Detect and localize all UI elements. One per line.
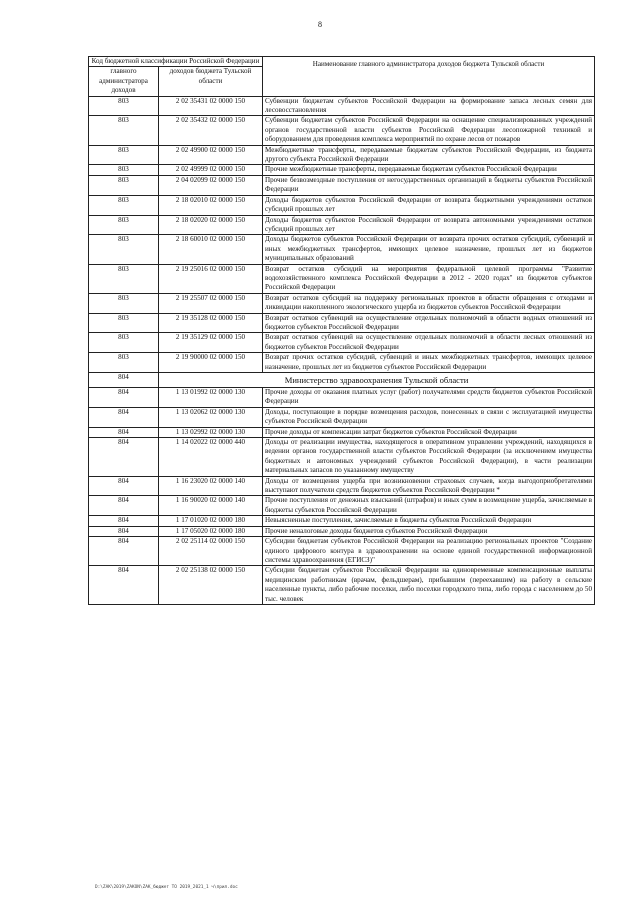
- table-row: [89, 353, 595, 373]
- description-cell: Возврат остатков субвенций на осуществление отдельных полномочий в области водных отношений из бюджетов субъектов Российской Федерации: [263, 313, 595, 333]
- name-header: Наименование главного администратора доходов бюджета Тульской области: [263, 57, 595, 97]
- admin-code-cell: 803: [89, 175, 159, 195]
- revenue-code-cell: 1 17 01020 02 0000 180: [159, 516, 263, 526]
- table-row: [89, 195, 595, 215]
- description-cell: Межбюджетные трансферты, передаваемые бюджетам субъектов Российской Федерации, из бюджета другого субъекта Российской Федерации: [263, 145, 595, 165]
- header-row: [89, 57, 595, 67]
- description-cell: Невыясненные поступления, зачисляемые в бюджеты субъектов Российской Федерации: [263, 516, 595, 526]
- description-cell: Субвенции бюджетам субъектов Российской Федерации на формирование запаса лесных семян для лесовосстановления: [263, 96, 595, 116]
- section-row: [89, 373, 595, 388]
- admin-code-cell: 804: [89, 526, 159, 536]
- description-cell: Доходы бюджетов субъектов Российской Федерации от возврата автономными учреждениями остатков субсидий прошлых лет: [263, 215, 595, 235]
- table-row: [89, 333, 595, 353]
- admin-header: главного администратора доходов: [89, 67, 159, 96]
- admin-code-cell: 803: [89, 145, 159, 165]
- description-cell: Доходы от возмещения ущерба при возникновении страховых случаев, когда выгодоприобретателями выступают получатели средств бюджетов субъектов Российской Федерации *: [263, 476, 595, 496]
- revenue-code-cell: 2 02 35431 02 0000 150: [159, 96, 263, 116]
- admin-code-cell: 803: [89, 235, 159, 264]
- table-row: [89, 264, 595, 293]
- table-row: [89, 96, 595, 116]
- admin-code-cell: 804: [89, 407, 159, 427]
- description-cell: Прочие безвозмездные поступления от негосударственных организаций в бюджеты субъектов Российской Федерации: [263, 175, 595, 195]
- table-row: [89, 116, 595, 145]
- admin-code-cell: 803: [89, 353, 159, 373]
- admin-code-cell: 803: [89, 195, 159, 215]
- table-row: [89, 537, 595, 566]
- table-row: [89, 215, 595, 235]
- table-row: [89, 235, 595, 264]
- table-row: [89, 526, 595, 536]
- description-cell: Прочие доходы от оказания платных услуг (работ) получателями средств бюджетов субъектов Российской Федерации: [263, 388, 595, 408]
- kbk-header: Код бюджетной классификации Российской Федерации: [89, 57, 263, 67]
- page-number: 8: [318, 20, 322, 29]
- admin-code-cell: 803: [89, 313, 159, 333]
- table-row: [89, 388, 595, 408]
- admin-code-cell: 803: [89, 293, 159, 313]
- revenue-code-cell: 2 02 35432 02 0000 150: [159, 116, 263, 145]
- table-row: [89, 566, 595, 605]
- section-admin-code: 804: [89, 373, 159, 388]
- admin-code-cell: 804: [89, 438, 159, 477]
- description-cell: Доходы от реализации имущества, находящегося в оперативном управлении учреждений, находящихся в ведении органов государственной власти субъектов Российской Федерации (за исключением имущества бюджетных и автономных учреждений субъектов Российской Федерации), в части реализации материальных запасов по указанному имуществу: [263, 438, 595, 477]
- table-row: [89, 175, 595, 195]
- description-cell: Возврат остатков субсидий на мероприятия федеральной целевой программы "Развитие водохозяйственного комплекса Российской Федерации в 2012 - 2020 годах" из бюджетов субъектов Российской Федерации: [263, 264, 595, 293]
- section-804: [89, 373, 595, 388]
- description-cell: Субсидии бюджетам субъектов Российской Федерации на реализацию региональных проектов "Создание единого цифрового контура в здравоохранении на основе единой государственной информационной системы здравоохранения (ЕГИСЗ)": [263, 537, 595, 566]
- revenue-table: [88, 56, 595, 605]
- description-cell: Возврат прочих остатков субсидий, субвенций и иных межбюджетных трансфертов, имеющих целевое назначение, прошлых лет из бюджетов субъектов Российской Федерации: [263, 353, 595, 373]
- revenue-code-cell: 1 16 90020 02 0000 140: [159, 496, 263, 516]
- description-cell: Прочие межбюджетные трансферты, передаваемые бюджетам субъектов Российской Федерации: [263, 165, 595, 175]
- description-cell: Возврат остатков субвенций на осуществление отдельных полномочий в области лесных отношений из бюджетов субъектов Российской Федерации: [263, 333, 595, 353]
- description-cell: Возврат остатков субсидий на поддержку региональных проектов в области обращения с отходами и ликвидации накопленного экологического ущерба из бюджетов субъектов Российской Федерации: [263, 293, 595, 313]
- rows-group-803: [89, 96, 595, 372]
- description-cell: Субсидии бюджетам субъектов Российской Федерации на единовременные компенсационные выплаты медицинским работникам (врачам, фельдшерам), прибывшим (переехавшим) на работу в сельские населенные пункты, либо рабочие поселки, либо поселки городского типа, либо города с населением до 50 тыс. человек: [263, 566, 595, 605]
- revenue-code-cell: 2 18 02010 02 0000 150: [159, 195, 263, 215]
- revenue-code-cell: 2 18 60010 02 0000 150: [159, 235, 263, 264]
- revenue-code-cell: 2 19 35128 02 0000 150: [159, 313, 263, 333]
- admin-code-cell: 803: [89, 116, 159, 145]
- table-row: [89, 407, 595, 427]
- revenue-code-cell: 2 02 49900 02 0000 150: [159, 145, 263, 165]
- admin-code-cell: 804: [89, 537, 159, 566]
- admin-code-cell: 804: [89, 388, 159, 408]
- description-cell: Доходы, поступающие в порядке возмещения расходов, понесенных в связи с эксплуатацией имущества субъектов Российской Федерации: [263, 407, 595, 427]
- admin-code-cell: 803: [89, 264, 159, 293]
- revenue-code-cell: 2 18 02020 02 0000 150: [159, 215, 263, 235]
- description-cell: Прочие поступления от денежных взысканий (штрафов) и иных сумм в возмещение ущерба, зачисляемые в бюджеты субъектов Российской Федерации: [263, 496, 595, 516]
- admin-code-cell: 803: [89, 333, 159, 353]
- admin-code-cell: 804: [89, 516, 159, 526]
- table-row: [89, 438, 595, 477]
- admin-code-cell: 804: [89, 427, 159, 437]
- revenue-code-cell: 2 02 49999 02 0000 150: [159, 165, 263, 175]
- table-row: [89, 293, 595, 313]
- section-title: Министерство здравоохранения Тульской области: [159, 373, 595, 388]
- revenue-code-cell: 1 16 23020 02 0000 140: [159, 476, 263, 496]
- revenue-code-cell: 2 02 25138 02 0000 150: [159, 566, 263, 605]
- table-row: [89, 516, 595, 526]
- revenue-code-cell: 2 19 35129 02 0000 150: [159, 333, 263, 353]
- revenue-code-cell: 2 19 25507 02 0000 150: [159, 293, 263, 313]
- revenue-code-cell: 1 14 02022 02 0000 440: [159, 438, 263, 477]
- description-cell: Прочие доходы от компенсации затрат бюджетов субъектов Российской Федерации: [263, 427, 595, 437]
- table-row: [89, 476, 595, 496]
- table-row: [89, 313, 595, 333]
- revenue-code-cell: 2 19 25016 02 0000 150: [159, 264, 263, 293]
- admin-code-cell: 804: [89, 496, 159, 516]
- revenue-code-cell: 2 02 25114 02 0000 150: [159, 537, 263, 566]
- revenue-code-cell: 2 19 90000 02 0000 150: [159, 353, 263, 373]
- description-cell: Субвенции бюджетам субъектов Российской Федерации на оснащение специализированных учреждений органов государственной власти субъектов Российской Федерации лесопожарной техникой и оборудованием для проведения комплекса мероприятий по охране лесов от пожаров: [263, 116, 595, 145]
- revenue-code-cell: 1 13 02992 02 0000 130: [159, 427, 263, 437]
- description-cell: Доходы бюджетов субъектов Российской Федерации от возврата бюджетными учреждениями остатков субсидий прошлых лет: [263, 195, 595, 215]
- admin-code-cell: 803: [89, 215, 159, 235]
- table-row: [89, 496, 595, 516]
- admin-code-cell: 804: [89, 566, 159, 605]
- revenue-code-header: доходов бюджета Тульской области: [159, 67, 263, 96]
- admin-code-cell: 804: [89, 476, 159, 496]
- description-cell: Прочие неналоговые доходы бюджетов субъектов Российской Федерации: [263, 526, 595, 536]
- table-row: [89, 165, 595, 175]
- admin-code-cell: 803: [89, 96, 159, 116]
- revenue-code-cell: 1 13 02062 02 0000 130: [159, 407, 263, 427]
- table-row: [89, 427, 595, 437]
- rows-group-804: [89, 388, 595, 605]
- revenue-code-cell: 1 17 05020 02 0000 180: [159, 526, 263, 536]
- admin-code-cell: 803: [89, 165, 159, 175]
- file-path-footer: D:\ZAK\2019\ZAKON\ZAK_бюджет ТО 2019_2021_1 ч\прил.doc: [95, 885, 238, 890]
- description-cell: Доходы бюджетов субъектов Российской Федерации от возврата прочих остатков субсидий, субвенций и иных межбюджетных трансфертов, имеющих целевое назначение, прошлых лет из бюджетов муниципальных образований: [263, 235, 595, 264]
- revenue-code-cell: 1 13 01992 02 0000 130: [159, 388, 263, 408]
- revenue-code-cell: 2 04 02099 02 0000 150: [159, 175, 263, 195]
- table-row: [89, 145, 595, 165]
